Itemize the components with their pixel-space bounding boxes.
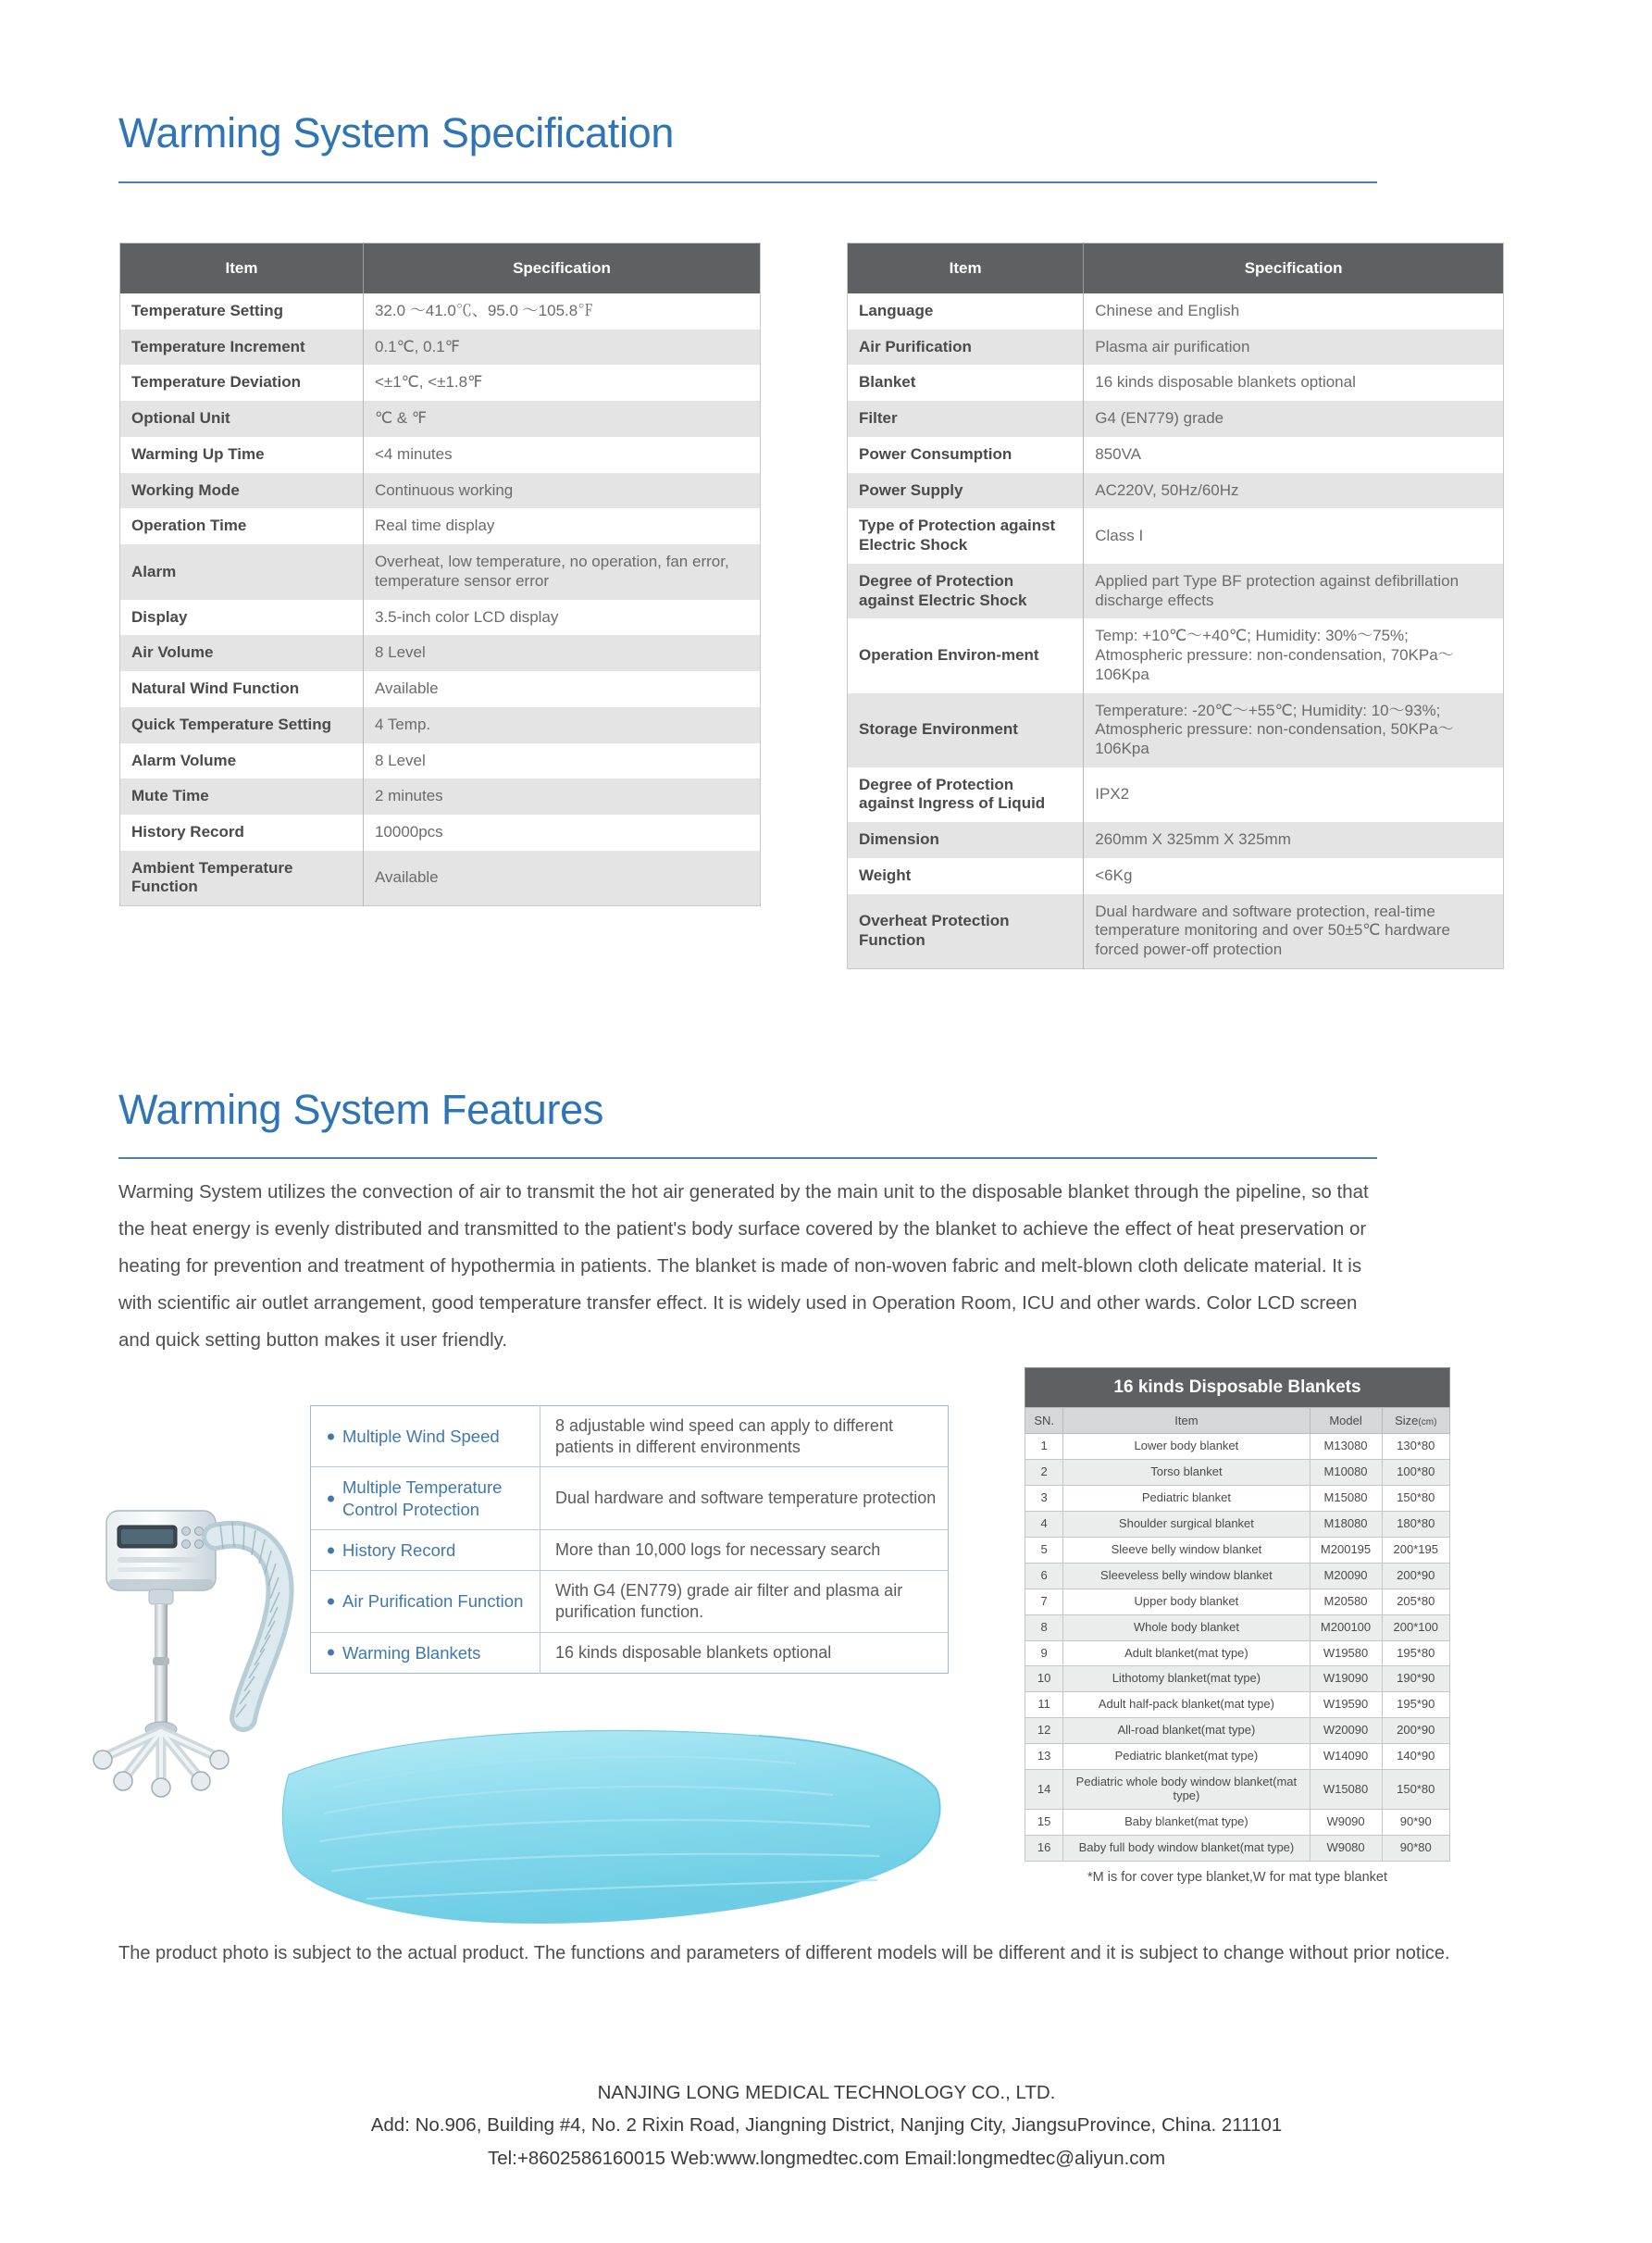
footer [118, 2076, 1534, 2174]
blanket-model: W15080 [1310, 1770, 1382, 1810]
footer-contact: Tel:+8602586160015 Web:www.longmedtec.com Email:longmedtec@aliyun.com [487, 2147, 1166, 2169]
left-spec-table-wrapper [119, 243, 761, 906]
feature-name: Air Purification Function [342, 1591, 524, 1612]
spec-item-label: Dimension [848, 822, 1084, 858]
table-row [120, 600, 761, 636]
feature-name: Multiple Temperature Control Protection [342, 1477, 503, 1519]
spec-item-value: 850VA [1084, 437, 1504, 473]
table-row [848, 564, 1504, 618]
blanket-model: W9080 [1310, 1836, 1382, 1862]
blanket-size: 200*90 [1382, 1563, 1449, 1589]
feature-name-cell [311, 1632, 540, 1673]
spec-item-value: Overheat, low temperature, no operation, fan error, temperature sensor error [363, 544, 760, 599]
table-row [1025, 1640, 1450, 1666]
blanket-size: 200*100 [1382, 1614, 1449, 1640]
air-hose [216, 1522, 280, 1718]
table-row [120, 508, 761, 544]
spec-item-value: Class I [1084, 508, 1504, 563]
spec-item-value: Temperature: -20℃～+55℃; Humidity: 10～93%; Atmospheric pressure: non-condensation, 50KPa～106Kpa [1084, 693, 1504, 767]
blanket-table-title: 16 kinds Disposable Blankets [1025, 1367, 1450, 1407]
table-row [848, 437, 1504, 473]
footer-address: Add: No.906, Building #4, No. 2 Rixin Road, Jiangning District, Nanjing City, JiangsuProvince, China. 211101 [370, 2114, 1283, 2137]
product-disclaimer: The product photo is subject to the actual product. The functions and parameters of different models will be different and it is subject to change without prior notice. [118, 1943, 1450, 1963]
table-row [848, 894, 1504, 969]
spec-item-label: Alarm Volume [120, 743, 364, 779]
col-header-item: Item [1063, 1408, 1310, 1434]
col-header-specification: Specification [363, 243, 760, 294]
blanket-model: W9090 [1310, 1810, 1382, 1836]
table-row [1025, 1511, 1450, 1537]
feature-name: History Record [342, 1539, 456, 1560]
blanket-item: Pediatric whole body window blanket(mat type) [1063, 1770, 1310, 1810]
blanket-table-note: *M is for cover type blanket,W for mat type blanket [1087, 1869, 1387, 1885]
feature-name-cell [311, 1571, 540, 1632]
spec-item-value: Continuous working [363, 473, 760, 509]
spec-item-label: Weight [848, 858, 1084, 894]
feature-row [311, 1529, 949, 1570]
spec-item-label: Warming Up Time [120, 437, 364, 473]
blanket-model: M20580 [1310, 1589, 1382, 1614]
table-row [1025, 1718, 1450, 1744]
table-row [120, 743, 761, 779]
spec-item-value: ℃ & ℉ [363, 401, 760, 437]
blanket-table [1025, 1407, 1450, 1862]
spec-item-value: <6Kg [1084, 858, 1504, 894]
spec-item-label: History Record [120, 815, 364, 851]
table-row [120, 707, 761, 743]
spec-item-label: Mute Time [120, 779, 364, 815]
spec-item-label: Natural Wind Function [120, 671, 364, 707]
spec-item-value: IPX2 [1084, 767, 1504, 822]
bullet-icon [328, 1495, 334, 1502]
blanket-table-wrapper [1025, 1367, 1450, 1885]
spec-item-value: <4 minutes [363, 437, 760, 473]
blanket-sn: 2 [1025, 1459, 1063, 1485]
table-row [120, 330, 761, 366]
table-row [848, 401, 1504, 437]
blanket-item: Torso blanket [1063, 1459, 1310, 1485]
blanket-size: 195*90 [1382, 1692, 1449, 1718]
spec-item-label: Storage Environment [848, 693, 1084, 767]
feature-name: Multiple Wind Speed [342, 1427, 500, 1447]
blanket-sn: 14 [1025, 1770, 1063, 1810]
blanket-model: M20090 [1310, 1563, 1382, 1589]
spec-item-value: Applied part Type BF protection against defibrillation discharge effects [1084, 564, 1504, 618]
blanket-size: 205*80 [1382, 1589, 1449, 1614]
size-label: Size [1395, 1414, 1419, 1427]
blanket-sn: 7 [1025, 1589, 1063, 1614]
feature-row [311, 1467, 949, 1530]
blanket-sn: 3 [1025, 1485, 1063, 1511]
spec-item-value: Plasma air purification [1084, 330, 1504, 366]
blanket-item: Adult half-pack blanket(mat type) [1063, 1692, 1310, 1718]
feature-name: Warming Blankets [342, 1642, 481, 1663]
features-heading-rule [118, 1157, 1377, 1159]
spec-item-label: Optional Unit [120, 401, 364, 437]
spec-item-label: Working Mode [120, 473, 364, 509]
table-row [848, 618, 1504, 692]
table-row [848, 858, 1504, 894]
spec-item-value: G4 (EN779) grade [1084, 401, 1504, 437]
table-row [848, 473, 1504, 509]
blanket-size: 190*90 [1382, 1666, 1449, 1692]
feature-row [311, 1632, 949, 1673]
spec-item-value: 16 kinds disposable blankets optional [1084, 365, 1504, 401]
blanket-model: M15080 [1310, 1485, 1382, 1511]
bullet-icon [328, 1650, 334, 1656]
feature-name-cell [311, 1406, 540, 1467]
table-header-row [848, 243, 1504, 294]
spec-item-value: Available [363, 671, 760, 707]
table-row [120, 293, 761, 330]
table-row [120, 851, 761, 906]
table-row [848, 330, 1504, 366]
feature-desc: 16 kinds disposable blankets optional [555, 1642, 832, 1662]
feature-name-cell [311, 1467, 540, 1530]
spec-item-label: Degree of Protection against Electric Shock [848, 564, 1084, 618]
feature-row [311, 1571, 949, 1632]
feature-table [310, 1405, 949, 1674]
table-row [120, 401, 761, 437]
spec-item-value: Temp: +10℃～+40℃; Humidity: 30%～75%; Atmospheric pressure: non-condensation, 70KPa～106Kpa [1084, 618, 1504, 692]
spec-item-label: Type of Protection against Electric Shock [848, 508, 1084, 563]
blanket-size: 130*80 [1382, 1434, 1449, 1460]
table-row [1025, 1692, 1450, 1718]
blanket-size: 90*80 [1382, 1836, 1449, 1862]
console-body [106, 1511, 216, 1590]
bullet-icon [328, 1433, 334, 1439]
table-row [848, 693, 1504, 767]
spec-item-label: Filter [848, 401, 1084, 437]
feature-desc: 8 adjustable wind speed can apply to different patients in different environments [540, 1406, 949, 1467]
blanket-model: M18080 [1310, 1511, 1382, 1537]
spec-item-value: AC220V, 50Hz/60Hz [1084, 473, 1504, 509]
features-paragraph: Warming System utilizes the convection of air to transmit the hot air generated by the main unit to the disposable blanket through the pipeline, so that the heat energy is evenly distributed and transmitted to the patient's body surface covered by the blanket to achieve the effect of heat preservation or heating for prevention and treatment of hypothermia in patients. The blanket is made of non-woven fabric and melt-blown cloth delicate material. It is with scientific air outlet arrangement, good temperature transfer effect. It is widely used in Operation Room, ICU and other wards. Color LCD screen and quick setting button makes it user friendly. [118, 1181, 1369, 1351]
spec-section-heading [118, 111, 1377, 155]
spec-item-label: Language [848, 293, 1084, 330]
spec-item-label: Power Supply [848, 473, 1084, 509]
table-row [120, 815, 761, 851]
footer-company: NANJING LONG MEDICAL TECHNOLOGY CO., LTD. [597, 2082, 1056, 2103]
spec-item-label: Temperature Increment [120, 330, 364, 366]
spec-item-label: Air Purification [848, 330, 1084, 366]
blanket-item: Whole body blanket [1063, 1614, 1310, 1640]
blanket-model: W19090 [1310, 1666, 1382, 1692]
table-row [120, 365, 761, 401]
blanket-size: 180*80 [1382, 1511, 1449, 1537]
blanket-size: 90*90 [1382, 1810, 1449, 1836]
blanket-sn: 11 [1025, 1692, 1063, 1718]
spec-item-value: 0.1℃, 0.1℉ [363, 330, 760, 366]
table-row [1025, 1836, 1450, 1862]
blanket-size: 150*80 [1382, 1770, 1449, 1810]
table-row [1025, 1537, 1450, 1563]
table-row [848, 293, 1504, 330]
col-header-item: Item [120, 243, 364, 294]
blanket-sn: 16 [1025, 1836, 1063, 1862]
blanket-shape [282, 1730, 939, 1923]
spec-item-value: 2 minutes [363, 779, 760, 815]
spec-item-label: Alarm [120, 544, 364, 599]
table-row [1025, 1666, 1450, 1692]
blanket-sn: 10 [1025, 1666, 1063, 1692]
table-row [848, 365, 1504, 401]
blanket-sn: 12 [1025, 1718, 1063, 1744]
feature-desc: With G4 (EN779) grade air filter and plasma air purification function. [540, 1571, 949, 1632]
feature-desc: More than 10,000 logs for necessary search [540, 1529, 949, 1570]
blanket-sn: 8 [1025, 1614, 1063, 1640]
spec-item-label: Temperature Setting [120, 293, 364, 330]
spec-item-value: Dual hardware and software protection, real-time temperature monitoring and over 50±5℃ hardware forced power-off protection [1084, 894, 1504, 969]
stand-pole [149, 1589, 173, 1725]
blanket-model: M200100 [1310, 1614, 1382, 1640]
blanket-sn: 15 [1025, 1810, 1063, 1836]
spec-item-value: 260mm X 325mm X 325mm [1084, 822, 1504, 858]
page-title: Warming System Specification [118, 109, 675, 156]
table-row [120, 635, 761, 671]
table-header-row [120, 243, 761, 294]
disposable-blanket-illustration [278, 1717, 953, 1967]
spec-item-label: Blanket [848, 365, 1084, 401]
blanket-sn: 13 [1025, 1744, 1063, 1770]
blanket-model: W20090 [1310, 1718, 1382, 1744]
blanket-sn: 5 [1025, 1537, 1063, 1563]
table-row [120, 473, 761, 509]
features-title: Warming System Features [118, 1086, 604, 1133]
spec-item-value: 32.0 ～41.0℃、95.0 ～105.8℉ [363, 293, 760, 330]
blanket-model: W19580 [1310, 1640, 1382, 1666]
spec-item-value: 4 Temp. [363, 707, 760, 743]
spec-item-label: Operation Environ-ment [848, 618, 1084, 692]
table-row [120, 437, 761, 473]
blanket-item: All-road blanket(mat type) [1063, 1718, 1310, 1744]
spec-item-value: <±1℃, <±1.8℉ [363, 365, 760, 401]
table-row [1025, 1485, 1450, 1511]
spec-heading-rule [118, 181, 1377, 183]
table-row [1025, 1434, 1450, 1460]
blanket-item: Adult blanket(mat type) [1063, 1640, 1310, 1666]
size-unit: (cm) [1418, 1417, 1437, 1427]
blanket-model: W14090 [1310, 1744, 1382, 1770]
blanket-sn: 9 [1025, 1640, 1063, 1666]
table-row [848, 767, 1504, 822]
blanket-model: M200195 [1310, 1537, 1382, 1563]
blanket-svg [278, 1717, 953, 1967]
blanket-size: 195*80 [1382, 1640, 1449, 1666]
feature-table-wrapper [310, 1405, 949, 1674]
col-header-sn: SN. [1025, 1408, 1063, 1434]
blanket-item: Baby full body window blanket(mat type) [1063, 1836, 1310, 1862]
blanket-sn: 4 [1025, 1511, 1063, 1537]
table-row [1025, 1589, 1450, 1614]
spec-item-value: 8 Level [363, 743, 760, 779]
bullet-icon [328, 1598, 334, 1604]
right-spec-table [847, 243, 1504, 969]
table-row [848, 822, 1504, 858]
spec-item-label: Overheat Protection Function [848, 894, 1084, 969]
caster-base [93, 1722, 229, 1797]
col-header-specification: Specification [1084, 243, 1504, 294]
table-row [120, 544, 761, 599]
spec-item-value: 8 Level [363, 635, 760, 671]
blanket-item: Upper body blanket [1063, 1589, 1310, 1614]
spec-item-value: Chinese and English [1084, 293, 1504, 330]
blanket-item: Pediatric blanket(mat type) [1063, 1744, 1310, 1770]
spec-item-value: 3.5-inch color LCD display [363, 600, 760, 636]
table-row [1025, 1563, 1450, 1589]
blanket-size: 140*90 [1382, 1744, 1449, 1770]
blanket-model: M13080 [1310, 1434, 1382, 1460]
spec-item-value: 10000pcs [363, 815, 760, 851]
blanket-item: Baby blanket(mat type) [1063, 1810, 1310, 1836]
table-row [1025, 1744, 1450, 1770]
blanket-item: Lithotomy blanket(mat type) [1063, 1666, 1310, 1692]
spec-item-label: Air Volume [120, 635, 364, 671]
feature-row [311, 1406, 949, 1467]
spec-item-value: Real time display [363, 508, 760, 544]
blanket-sn: 6 [1025, 1563, 1063, 1589]
spec-item-label: Temperature Deviation [120, 365, 364, 401]
col-header-item: Item [848, 243, 1084, 294]
blanket-item: Lower body blanket [1063, 1434, 1310, 1460]
spec-item-label: Quick Temperature Setting [120, 707, 364, 743]
blanket-size: 100*80 [1382, 1459, 1449, 1485]
feature-name-cell [311, 1529, 540, 1570]
table-row [1025, 1810, 1450, 1836]
right-spec-table-wrapper [847, 243, 1504, 969]
table-row [1025, 1459, 1450, 1485]
spec-item-label: Ambient Temperature Function [120, 851, 364, 906]
blanket-size: 200*195 [1382, 1537, 1449, 1563]
spec-item-label: Degree of Protection against Ingress of Liquid [848, 767, 1084, 822]
blanket-sn: 1 [1025, 1434, 1063, 1460]
blanket-item: Sleeveless belly window blanket [1063, 1563, 1310, 1589]
blanket-size: 150*80 [1382, 1485, 1449, 1511]
table-header-row [1025, 1408, 1450, 1434]
table-row [1025, 1614, 1450, 1640]
table-row [120, 779, 761, 815]
blanket-model: W19590 [1310, 1692, 1382, 1718]
spec-item-value: Available [363, 851, 760, 906]
features-section-heading [118, 1088, 1377, 1131]
feature-desc: Dual hardware and software temperature protection [540, 1467, 949, 1530]
spec-item-label: Power Consumption [848, 437, 1084, 473]
blanket-item: Sleeve belly window blanket [1063, 1537, 1310, 1563]
blanket-model: M10080 [1310, 1459, 1382, 1485]
spec-item-label: Display [120, 600, 364, 636]
table-row [848, 508, 1504, 563]
table-row [120, 671, 761, 707]
blanket-size: 200*90 [1382, 1718, 1449, 1744]
col-header-size [1382, 1408, 1449, 1434]
blanket-item: Pediatric blanket [1063, 1485, 1310, 1511]
spec-item-label: Operation Time [120, 508, 364, 544]
left-spec-table [119, 243, 761, 906]
bullet-icon [328, 1547, 334, 1553]
table-row [1025, 1770, 1450, 1810]
blanket-item: Shoulder surgical blanket [1063, 1511, 1310, 1537]
col-header-model: Model [1310, 1408, 1382, 1434]
